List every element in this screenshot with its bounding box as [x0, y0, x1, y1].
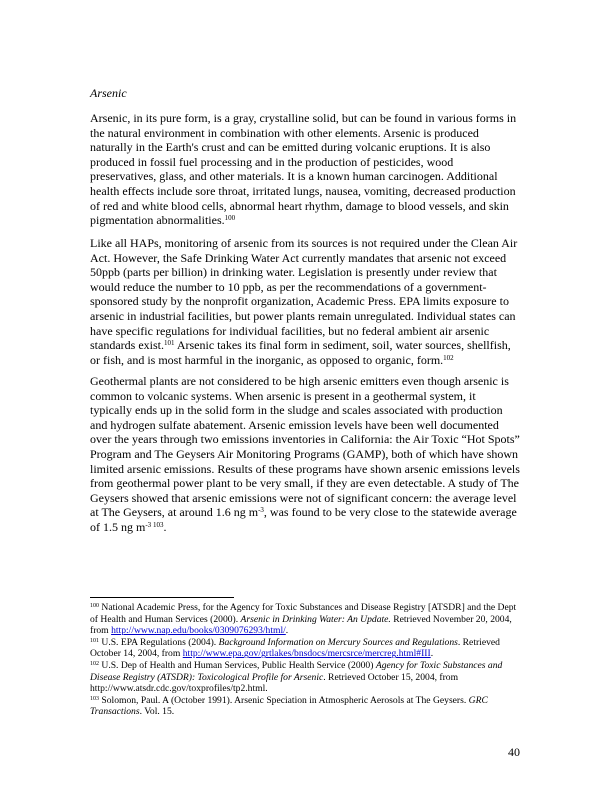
footnote-link[interactable]: http://www.nap.edu/books/0309076293/html/	[111, 625, 286, 637]
footnote-number: 100	[90, 603, 99, 609]
footnote-text: . Retrieved October 15, 2004, from http://www.atsdr.cdc.gov/toxprofiles/tp2.html.	[90, 671, 459, 695]
paragraph-text: Arsenic takes its final form in sediment, soil, water sources, shellfish, or fish, and is most harmful in the inorganic, as opposed to organic, form.	[90, 338, 511, 367]
footnote-title: Background Information on Mercury Sources and Regulations	[218, 636, 458, 648]
paragraph-text: Arsenic, in its pure form, is a gray, crystalline solid, but can be found in various forms in the natural environment in combination with other elements. Arsenic is produced naturally in the Earth's crust and can be emitted during volcanic eruptions. It is also produced in fossil fuel processing and in the production of pesticides, wood preservatives, glass, and other materials. It is a known human carcinogen. Additional health effects include sore throat, irritated lungs, nausea, vomiting, decreased production of red and white blood cells, abnormal heart rhythm, damage to blood vessels, and skin pigmentation abnormalities.	[90, 111, 517, 228]
footnote-number: 102	[90, 660, 99, 667]
section-title: Arsenic	[90, 86, 127, 100]
footnote-text: U.S. EPA Regulations (2004).	[99, 636, 219, 648]
unit-exponent: -3	[258, 506, 264, 515]
footnote-text: .	[285, 625, 289, 637]
footnote-title: Arsenic in Drinking Water: An Update.	[240, 613, 391, 625]
page-number: 40	[508, 745, 520, 759]
footnotes	[90, 602, 524, 718]
footnote-number: 103	[90, 695, 99, 702]
footnote-ref[interactable]: 101	[164, 339, 175, 348]
footnote-text: . Vol. 15.	[139, 706, 175, 718]
footnote-ref[interactable]: 103	[151, 520, 164, 529]
footnote-link[interactable]: http://www.epa.gov/grtlakes/bnsdocs/mercsrce/mercreg.html#III	[182, 648, 431, 660]
paragraph-text: , was found to be very close to the statewide average of 1.5 ng m	[90, 505, 517, 534]
paragraph-text: .	[163, 519, 167, 534]
footnote-divider	[90, 597, 234, 598]
footnote-text: Retrieved November 20, 2004, from	[90, 613, 512, 637]
footnote-103	[90, 695, 524, 718]
paragraph-text: Geothermal plants are not considered to be high arsenic emitters even though arsenic is common to volcanic systems. When arsenic is present in a geothermal system, it typically ends up in the solid form in the sludge and scales associated with production and hydrogen sulfate abatement. Arsenic emission levels have been well documented over the years through two emissions inventories in California: the Air Toxic “Hot Spots” Program and The Geysers Air Monitoring Programs (GAMP), both of which have shown limited arsenic emissions. Results of these programs have shown arsenic emissions levels from geothermal power plant to be very small, if they are even detectable. A study of The Geysers showed that arsenic emissions were not of significant concern: the average level at The Geysers, at around 1.6 ng m	[90, 374, 520, 520]
paragraph-geothermal-arsenic	[90, 374, 520, 535]
footnote-100	[90, 602, 524, 637]
footnote-number: 101	[90, 637, 99, 644]
footnote-ref[interactable]: 102	[443, 353, 454, 362]
paragraph-arsenic-regulation	[90, 236, 520, 367]
footnote-101	[90, 637, 524, 660]
footnote-title: GRC Transactions	[90, 694, 488, 718]
footnote-ref[interactable]: 100	[224, 214, 236, 223]
footnote-text: National Academic Press, for the Agency for Toxic Substances and Disease Registry [ATSDR] and the Dept of Health and Human Services (2000).	[90, 602, 517, 625]
footnote-text: U.S. Dep of Health and Human Services, Public Health Service (2000)	[99, 659, 376, 671]
footnote-text: . Retrieved October 14, 2004, from	[90, 636, 500, 660]
paragraph-arsenic-overview	[90, 111, 520, 228]
footnote-102	[90, 660, 524, 695]
footnote-text: .	[430, 648, 434, 660]
footnote-title: Agency for Toxic Substances and Disease Registry (ATSDR): Toxicological Profile for Arsenic	[90, 659, 503, 683]
footnote-text: Solomon, Paul. A (October 1991). Arsenic Speciation in Atmospheric Aerosols at The Geysers.	[99, 694, 469, 706]
paragraph-text: Like all HAPs, monitoring of arsenic from its sources is not required under the Clean Air Act. However, the Safe Drinking Water Act currently mandates that arsenic not exceed 50ppb (parts per billion) in drinking water. Legislation is presently under review that would reduce the number to 10 ppb, as per the recommendations of a government-sponsored study by the nonprofit organization, Academic Press. EPA limits exposure to arsenic in industrial facilities, but power plants remain unregulated. Individual states can have specific regulations for individual facilities, but no federal ambient air arsenic standards exist.	[90, 236, 518, 353]
unit-exponent: -3	[145, 520, 152, 529]
